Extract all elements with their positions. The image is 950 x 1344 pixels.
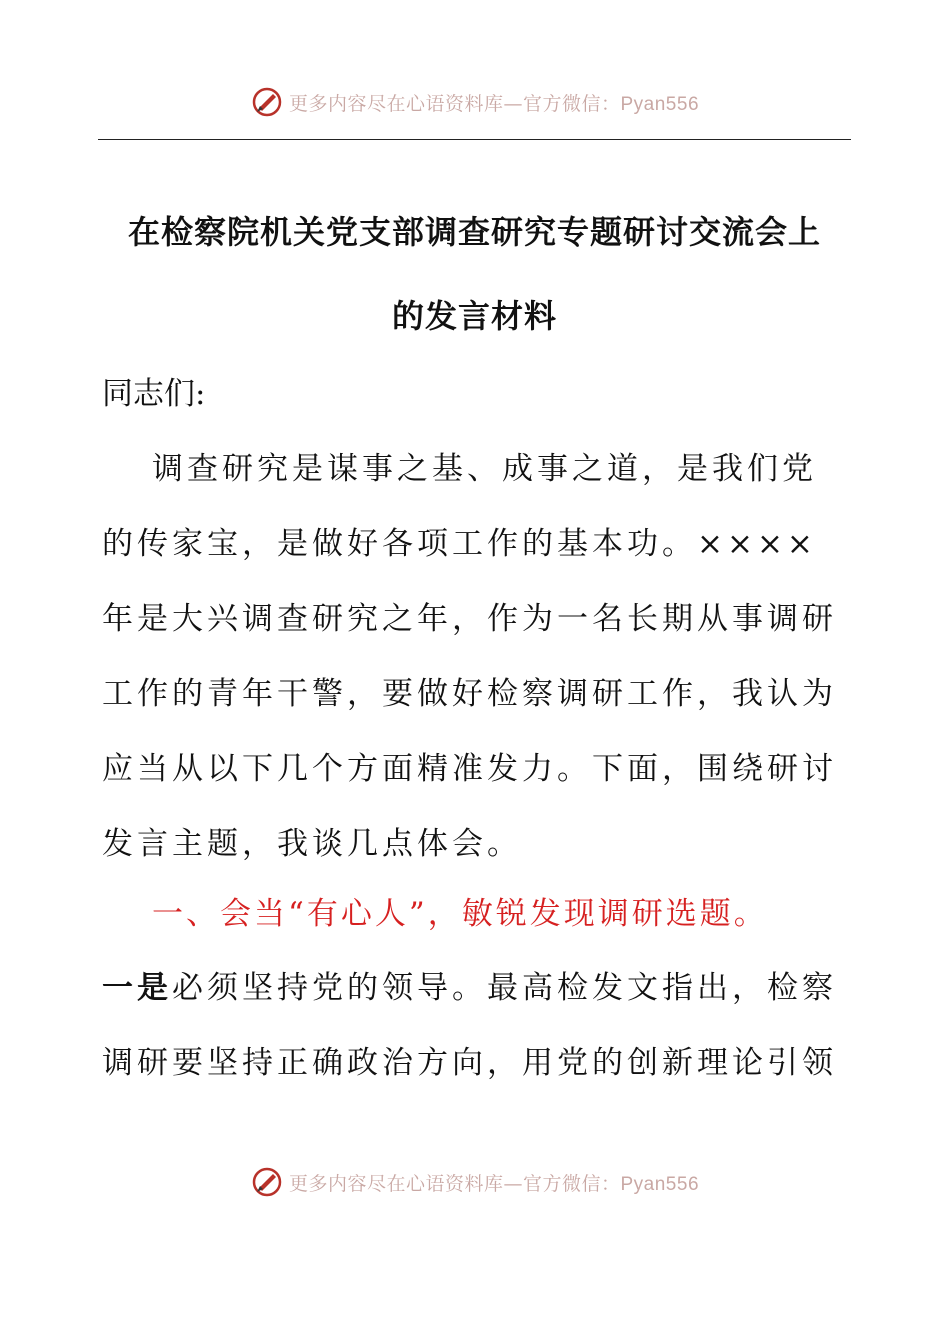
paragraph-line: 调研要坚持正确政治方向，用党的创新理论引领: [102, 1045, 837, 1081]
title-line-2: 的发言材料: [391, 297, 557, 335]
paragraph-line: 工作的青年干警，要做好检察调研工作，我认为: [102, 676, 837, 712]
pen-heart-logo-icon: [251, 86, 283, 118]
paragraph-line: 年是大兴调查研究之年，作为一名长期从事调研: [102, 601, 837, 637]
salutation: 同志们:: [102, 376, 206, 412]
header-watermark: [0, 80, 950, 124]
paragraph-line: 发言主题，我谈几点体会。: [102, 826, 522, 862]
paragraph-line: [102, 962, 837, 1007]
bold-lead: 一是: [102, 970, 172, 1006]
pen-heart-logo-icon: [251, 1166, 283, 1198]
watermark-text: [289, 89, 699, 116]
watermark-cn: 更多内容尽在心语资料库—官方微信：: [288, 92, 621, 115]
paragraph-line: 调查研究是谋事之基、成事之道，是我们党: [152, 451, 817, 487]
section-heading-1: 一、会当“有心人”，敏锐发现调研选题。: [152, 896, 768, 932]
header-divider: [98, 139, 851, 140]
title-line-1: 在检察院机关党支部调查研究专题研讨交流会上: [127, 213, 821, 251]
paragraph-line: 应当从以下几个方面精准发力。下面，围绕研讨: [102, 751, 837, 787]
watermark-wechat-id: Pyan556: [620, 1173, 700, 1195]
footer-watermark: [0, 1160, 950, 1204]
document-title: [98, 190, 851, 358]
watermark-wechat-id: Pyan556: [620, 93, 700, 115]
watermark-text: [289, 1169, 699, 1196]
watermark-cn: 更多内容尽在心语资料库—官方微信：: [288, 1172, 621, 1195]
paragraph-line: 的传家宝，是做好各项工作的基本功。××××: [102, 526, 817, 562]
paragraph-text: 必须坚持党的领导。最高检发文指出，检察: [172, 970, 837, 1006]
